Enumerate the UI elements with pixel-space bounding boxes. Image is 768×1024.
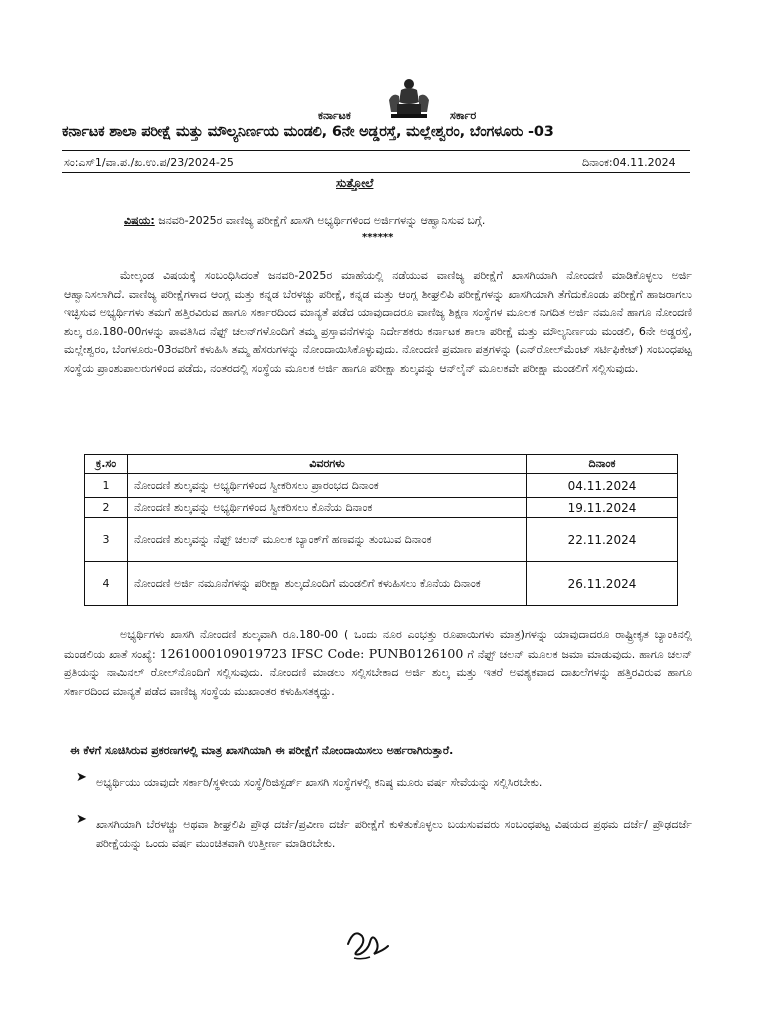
subject-line <box>124 214 485 228</box>
reference-number: ಸಂ:ಎಸ್‌1/ವಾ.ಪ./ಖ.ಉ.ಪ/23/2024-25 <box>64 156 234 169</box>
row-date: 26.11.2024 <box>527 562 678 606</box>
government-right-label: ಸರ್ಕಾರ <box>450 109 477 122</box>
row-serial: 1 <box>85 474 128 498</box>
payment-text-part2: ಗೆ ನೆಫ್ಟ್ ಚಲನ್ ಮೂಲಕ ಜಮಾ ಮಾಡುವುದು. ಹಾಗೂ ಚಲನ್ ಪ್ರತಿಯನ್ನು ನಾಮಿನಲ್ ರೋಲ್‌ನೊಂದಿಗೆ ಸಲ್ಲಿಸುವುದು. ನೋಂದಣಿ ಮಾಡಲು ಸಲ್ಲಿಸಬೇಕಾದ ಅರ್ಜಿ ಶುಲ್ಕ ಮತ್ತು ಇತರೆ ಅವಶ್ಯಕವಾದ ದಾಖಲೆಗಳನ್ನು ಹತ್ತಿರವಿರುವ ಹಾಗೂ ಸರ್ಕಾರದಿಂದ ಮಾನ್ಯತೆ ಪಡೆದ ವಾಣಿಜ್ಯ ಸಂಸ್ಥೆಯ ಮುಖಾಂತರ ಕಳುಹಿಸತಕ್ಕದ್ದು. <box>64 647 693 698</box>
header-serial: ಕ್ರ.ಸಂ <box>85 455 128 474</box>
separator-stars: ****** <box>362 232 394 243</box>
header-details: ವಿವರಗಳು <box>128 455 527 474</box>
row-detail: ನೋಂದಣಿ ಶುಲ್ಕವನ್ನು ಅಭ್ಯರ್ಥಿಗಳಿಂದ ಸ್ವೀಕರಿಸಲು ಪ್ರಾರಂಭದ ದಿನಾಂಕ <box>128 474 527 498</box>
state-emblem-icon <box>383 78 435 122</box>
table-row <box>85 498 678 518</box>
row-date: 04.11.2024 <box>527 474 678 498</box>
signature-icon <box>340 924 392 962</box>
government-left-label: ಕರ್ನಾಟಕ <box>318 109 351 122</box>
eligibility-note: ಈ ಕೆಳಗೆ ಸೂಚಿಸಿರುವ ಪ್ರಕರಣಗಳಲ್ಲಿ ಮಾತ್ರ ಖಾಸಗಿಯಾಗಿ ಈ ಪರೀಕ್ಷೆಗೆ ನೋಂದಾಯಿಸಲು ಅರ್ಹರಾಗಿರುತ್ತಾರೆ. <box>70 744 454 757</box>
table-row <box>85 562 678 606</box>
arrowhead-bullet-icon: ➤ <box>76 812 87 827</box>
schedule-table <box>84 454 678 606</box>
row-date: 22.11.2024 <box>527 518 678 562</box>
row-detail: ನೋಂದಣಿ ಶುಲ್ಕವನ್ನು ಅಭ್ಯರ್ಥಿಗಳಿಂದ ಸ್ವೀಕರಿಸಲು ಕೊನೆಯ ದಿನಾಂಕ <box>128 498 527 518</box>
bank-account-details: 1261000109019723 IFSC Code: PUNB0126100 <box>159 645 464 661</box>
eligibility-item: ಅಭ್ಯರ್ಥಿಯು ಯಾವುದೇ ಸರ್ಕಾರಿ/ಸ್ಥಳೀಯ ಸಂಸ್ಥೆ/ರಿಜಿಸ್ಟರ್ಡ್ ಖಾಸಗಿ ಸಂಸ್ಥೆಗಳಲ್ಲಿ ಕನಿಷ್ಠ ಮೂರು ವರ್ಷ ಸೇವೆಯನ್ನು ಸಲ್ಲಿಸಿರಬೇಕು. <box>96 776 543 789</box>
arrowhead-bullet-icon: ➤ <box>76 770 87 785</box>
issue-date: ದಿನಾಂಕ:04.11.2024 <box>582 156 676 169</box>
row-date: 19.11.2024 <box>527 498 678 518</box>
table-header-row <box>85 455 678 474</box>
row-serial: 4 <box>85 562 128 606</box>
header-divider-top <box>62 150 690 151</box>
main-paragraph: ಮೇಲ್ಕಂಡ ವಿಷಯಕ್ಕೆ ಸಂಬಂಧಿಸಿದಂತೆ ಜನವರಿ-2025ರ ಮಾಹೆಯಲ್ಲಿ ನಡೆಯುವ ವಾಣಿಜ್ಯ ಪರೀಕ್ಷೆಗೆ ಖಾಸಗಿಯಾಗಿ ನೋಂದಣಿ ಮಾಡಿಕೊಳ್ಳಲು ಅರ್ಜಿ ಆಹ್ವಾನಿಸಲಾಗಿದೆ. ವಾಣಿಜ್ಯ ಪರೀಕ್ಷೆಗಳಾದ ಆಂಗ್ಲ ಮತ್ತು ಕನ್ನಡ ಬೆರಳಚ್ಚು ಪರೀಕ್ಷೆ, ಕನ್ನಡ ಮತ್ತು ಆಂಗ್ಲ ಶೀಘ್ರಲಿಪಿ ಪರೀಕ್ಷೆಗಳನ್ನು ಖಾಸಗಿಯಾಗಿ ತೆಗೆದುಕೊಂಡು ಪರೀಕ್ಷೆಗೆ ಹಾಜರಾಗಲು ಇಚ್ಛಿಸುವ ಅಭ್ಯರ್ಥಿಗಳು ತಮಗೆ ಹತ್ತಿರವಿರುವ ಹಾಗೂ ಸರ್ಕಾರದಿಂದ ಮಾನ್ಯತೆ ಪಡೆದ ಯಾವುದಾದರೂ ವಾಣಿಜ್ಯ ಶಿಕ್ಷಣ ಸಂಸ್ಥೆಗಳ ಮೂಲಕ ನಿಗದಿತ ಅರ್ಜಿ ನಮೂನೆ ಹಾಗೂ ನೋಂದಣಿ ಶುಲ್ಕ ರೂ.180-00ಗಳನ್ನು ಪಾವತಿಸಿದ ನೆಫ್ಟ್ ಚಲನ್‌ಗಳೊಂದಿಗೆ ತಮ್ಮ ಪ್ರಸ್ತಾವನೆಗಳನ್ನು ನಿರ್ದೇಶಕರು ಕರ್ನಾಟಕ ಶಾಲಾ ಪರೀಕ್ಷೆ ಮತ್ತು ಮೌಲ್ಯನಿರ್ಣಯ ಮಂಡಲಿ, 6ನೇ ಅಡ್ಡರಸ್ತೆ, ಮಲ್ಲೇಶ್ವರಂ, ಬೆಂಗಳೂರು-03ರವರಿಗೆ ಕಳುಹಿಸಿ ತಮ್ಮ ಹೆಸರುಗಳನ್ನು ನೋಂದಾಯಿಸಿಕೊಳ್ಳುವುದು. ನೋಂದಣಿ ಪ್ರಮಾಣ ಪತ್ರಗಳನ್ನು (ಎನ್‌ರೋಲ್‌ಮೆಂಟ್ ಸರ್ಟಿಫಿಕೇಟ್) ಸಂಬಂಧಪಟ್ಟ ಸಂಸ್ಥೆಯ ಪ್ರಾಂಶುಪಾಲರುಗಳಿಂದ ಪಡೆದು, ನಂತರದಲ್ಲಿ ಸಂಸ್ಥೆಯ ಮೂಲಕ ಅರ್ಜಿ ಹಾಗೂ ಪರೀಕ್ಷಾ ಶುಲ್ಕವನ್ನು ಆನ್‌ಲೈನ್ ಮೂಲಕವೇ ಪರೀಕ್ಷಾ ಮಂಡಲಿಗೆ ಸಲ್ಲಿಸುವುದು. <box>64 269 692 375</box>
subject-text: ಜನವರಿ-2025ರ ವಾಣಿಜ್ಯ ಪರೀಕ್ಷೆಗೆ ಖಾಸಗಿ ಅಭ್ಯರ್ಥಿಗಳಿಂದ ಅರ್ಜಿಗಳನ್ನು ಆಹ್ವಾನಿಸುವ ಬಗ್ಗೆ. <box>154 214 486 227</box>
circular-title: ಸುತ್ತೋಲೆ <box>336 176 374 190</box>
row-detail: ನೋಂದಣಿ ಶುಲ್ಕವನ್ನು ನೆಫ್ಟ್ ಚಲನ್ ಮೂಲಕ ಬ್ಯಾಂಕ್‌ಗೆ ಹಣವನ್ನು ತುಂಬುವ ದಿನಾಂಕ <box>128 518 527 562</box>
board-title: ಕರ್ನಾಟಕ ಶಾಲಾ ಪರೀಕ್ಷೆ ಮತ್ತು ಮೌಲ್ಯನಿರ್ಣಯ ಮಂಡಲಿ, 6ನೇ ಅಡ್ಡರಸ್ತೆ, ಮಲ್ಲೇಶ್ವರಂ, ಬೆಂಗಳೂರು -03 <box>62 124 554 140</box>
row-serial: 3 <box>85 518 128 562</box>
table-row <box>85 474 678 498</box>
header-divider-bottom <box>62 172 690 173</box>
row-detail: ನೋಂದಣಿ ಅರ್ಜಿ ನಮೂನೆಗಳನ್ನು ಪರೀಕ್ಷಾ ಶುಲ್ಕದೊಂದಿಗೆ ಮಂಡಲಿಗೆ ಕಳುಹಿಸಲು ಕೊನೆಯ ದಿನಾಂಕ <box>128 562 527 606</box>
payment-paragraph <box>64 626 692 701</box>
table-row <box>85 518 678 562</box>
header-date: ದಿನಾಂಕ <box>527 455 678 474</box>
subject-label: ವಿಷಯ: <box>124 214 155 227</box>
payment-text-part1: ಅಭ್ಯರ್ಥಿಗಳು ಖಾಸಗಿ ನೋಂದಣಿ ಶುಲ್ಕವಾಗಿ ರೂ.180-00 ( ಒಂದು ನೂರ ಎಂಭತ್ತು ರೂಪಾಯಿಗಳು ಮಾತ್ರ)ಗಳನ್ನು ಯಾವುದಾದರೂ ರಾಷ್ಟ್ರೀಕೃತ ಬ್ಯಾಂಕಿನಲ್ಲಿ ಮಂಡಲಿಯ ಖಾತೆ ಸಂಖ್ಯೆ: <box>64 628 692 661</box>
eligibility-item: ಖಾಸಗಿಯಾಗಿ ಬೆರಳಚ್ಚು ಅಥವಾ ಶೀಘ್ರಲಿಪಿ ಪ್ರೌಢ ದರ್ಜೆ/ಪ್ರವೀಣ ದರ್ಜೆ ಪರೀಕ್ಷೆಗೆ ಕುಳಿತುಕೊಳ್ಳಲು ಬಯಸುವವರು ಸಂಬಂಧಪಟ್ಟ ವಿಷಯದ ಪ್ರಥಮ ದರ್ಜೆ/ ಪ್ರೌಢದರ್ಜೆ ಪರೀಕ್ಷೆಯನ್ನು ಒಂದು ವರ್ಷ ಮುಂಚಿತವಾಗಿ ಉತ್ತೀರ್ಣ ಮಾಡಿರಬೇಕು. <box>96 818 692 850</box>
row-serial: 2 <box>85 498 128 518</box>
